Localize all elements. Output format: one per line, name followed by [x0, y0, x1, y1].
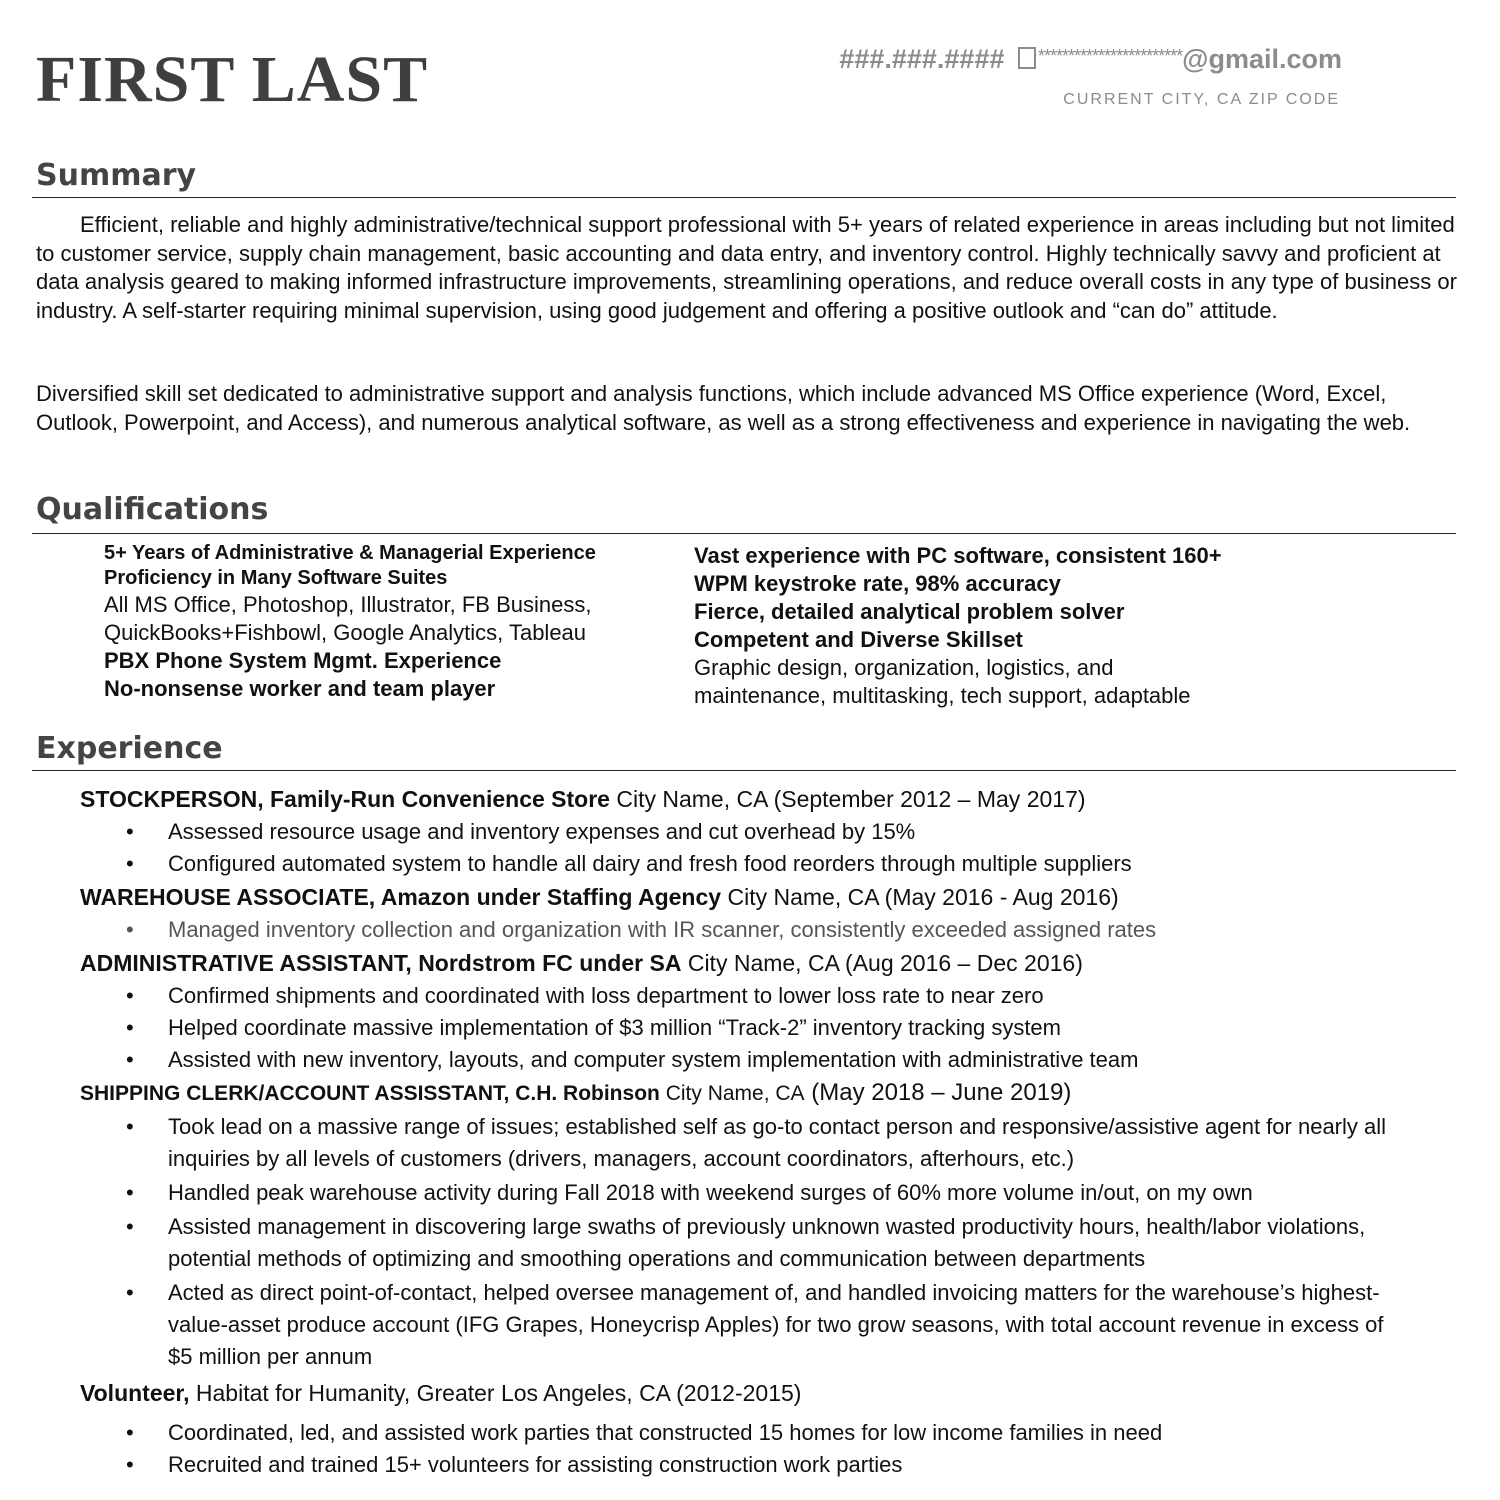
qualifications-left	[104, 541, 684, 703]
job-title: STOCKPERSON, Family-Run Convenience Store	[80, 786, 610, 812]
job-title: ADMINISTRATIVE ASSISTANT, Nordstrom FC under SA	[80, 950, 682, 976]
list-item: • Acted as direct point-of-contact, helped oversee management of, and handled invoicing matters for the warehouse’s highest-value-asset produce account (IFG Grapes, Honeycrisp Apples) for two grow seasons, with total account revenue in excess of $5 million per annum	[0, 1277, 1398, 1373]
list-item: • Handled peak warehouse activity during Fall 2018 with weekend surges of 60% more volume in/out, on my own	[0, 1177, 1398, 1209]
qualification-item: All MS Office, Photoshop, Illustrator, FB Business,	[104, 592, 592, 617]
qualification-item: Graphic design, organization, logistics, and	[694, 655, 1114, 680]
qualification-item: PBX Phone System Mgmt. Experience	[104, 648, 502, 673]
location: CURRENT CITY, CA ZIP CODE	[1063, 91, 1340, 108]
email-icon	[1018, 47, 1036, 69]
job-detail: City Name, CA (Aug 2016 – Dec 2016)	[681, 950, 1083, 976]
summary-paragraph-1: Efficient, reliable and highly administrative/technical support professional with 5+ years of related experience in areas including but not limited to customer service, supply chain management, basic accounting and data entry, and inventory control. Highly technically savvy and proficient at data analysis geared to making informed infrastructure improvements, streamlining operations, and reduce overall costs in any type of business or industry. A self-starter requiring minimal supervision, using good judgement and offering a positive outlook and “can do” attitude.	[36, 212, 1457, 323]
bullet-list	[0, 816, 1400, 880]
job-header	[80, 946, 1480, 980]
list-item: • Coordinated, led, and assisted work parties that constructed 15 homes for low income families in need	[0, 1417, 1398, 1449]
qualification-item: Fierce, detailed analytical problem solver	[694, 599, 1125, 624]
bullet-list	[0, 1417, 1400, 1481]
phone-number: ###.###.####	[839, 44, 1005, 74]
email-domain: @gmail.com	[1182, 44, 1342, 74]
divider	[32, 197, 1456, 198]
divider	[32, 533, 1456, 534]
qualifications-heading: Qualifications	[36, 492, 269, 527]
experience-heading: Experience	[36, 731, 223, 766]
job-detail: City Name, CA (May 2016 - Aug 2016)	[721, 884, 1119, 910]
job-title: Volunteer,	[80, 1380, 190, 1406]
job-detail: City Name, CA	[659, 1082, 805, 1105]
job-header	[80, 782, 1480, 816]
list-item: • Assisted with new inventory, layouts, and computer system implementation with administrative team	[0, 1044, 1398, 1076]
list-item: • Recruited and trained 15+ volunteers for assisting construction work parties	[0, 1449, 1398, 1481]
bullet-list	[0, 1111, 1400, 1373]
divider	[32, 770, 1456, 771]
job-title: SHIPPING CLERK/ACCOUNT ASSISSTANT, C.H. Robinson	[80, 1082, 660, 1105]
qualification-item: QuickBooks+Fishbowl, Google Analytics, Tableau	[104, 620, 587, 645]
list-item: • Took lead on a massive range of issues; established self as go-to contact person and responsive/assistive agent for nearly all inquiries by all levels of customers (drivers, managers, account coordinators, afterhours, etc.)	[0, 1111, 1398, 1175]
qualification-item: WPM keystroke rate, 98% accuracy	[694, 571, 1061, 596]
qualifications-right	[694, 542, 1394, 710]
experience-list	[0, 782, 1400, 1481]
qualification-item: maintenance, multitasking, tech support, adaptable	[694, 683, 1191, 708]
list-item: • Configured automated system to handle all dairy and fresh food reorders through multiple suppliers	[0, 848, 1398, 880]
job-detail: City Name, CA (September 2012 – May 2017)	[609, 786, 1086, 812]
bullet-list	[0, 980, 1400, 1076]
job-detail: Habitat for Humanity, Greater Los Angeles, CA (2012-2015)	[189, 1380, 802, 1406]
job-header	[80, 1076, 1480, 1111]
contact-line	[839, 44, 1342, 75]
list-item: • Managed inventory collection and organization with IR scanner, consistently exceeded assigned rates	[0, 914, 1398, 946]
list-item: • Assessed resource usage and inventory expenses and cut overhead by 15%	[0, 816, 1398, 848]
candidate-name: FIRST LAST	[36, 43, 429, 116]
qualification-item: 5+ Years of Administrative & Managerial Experience	[104, 542, 596, 564]
summary-heading: Summary	[36, 158, 197, 193]
bullet-list	[0, 914, 1400, 946]
job-title: WAREHOUSE ASSOCIATE, Amazon under Staffing Agency	[80, 884, 722, 910]
list-item: • Helped coordinate massive implementation of $3 million “Track-2” inventory tracking system	[0, 1012, 1398, 1044]
qualification-item: Proficiency in Many Software Suites	[104, 567, 448, 589]
email-masked: ************************	[1038, 46, 1183, 66]
qualification-item: Vast experience with PC software, consistent 160+	[694, 543, 1222, 568]
summary-paragraph-2: Diversified skill set dedicated to administrative support and analysis functions, which include advanced MS Office experience (Word, Excel, Outlook, Powerpoint, and Access), and numerous analytical software, as well as a strong effectiveness and experience in navigating the web.	[36, 381, 1411, 435]
qualification-item: No-nonsense worker and team player	[104, 676, 496, 701]
job-header	[80, 880, 1480, 914]
list-item: • Assisted management in discovering large swaths of previously unknown wasted productivity hours, health/labor violations, potential methods of optimizing and smoothing operations and communication between departments	[0, 1211, 1398, 1275]
list-item: • Confirmed shipments and coordinated with loss department to lower loss rate to near zero	[0, 980, 1398, 1012]
job-dates: (May 2018 – June 2019)	[804, 1079, 1072, 1106]
job-header	[80, 1375, 1480, 1411]
qualification-item: Competent and Diverse Skillset	[694, 627, 1023, 652]
